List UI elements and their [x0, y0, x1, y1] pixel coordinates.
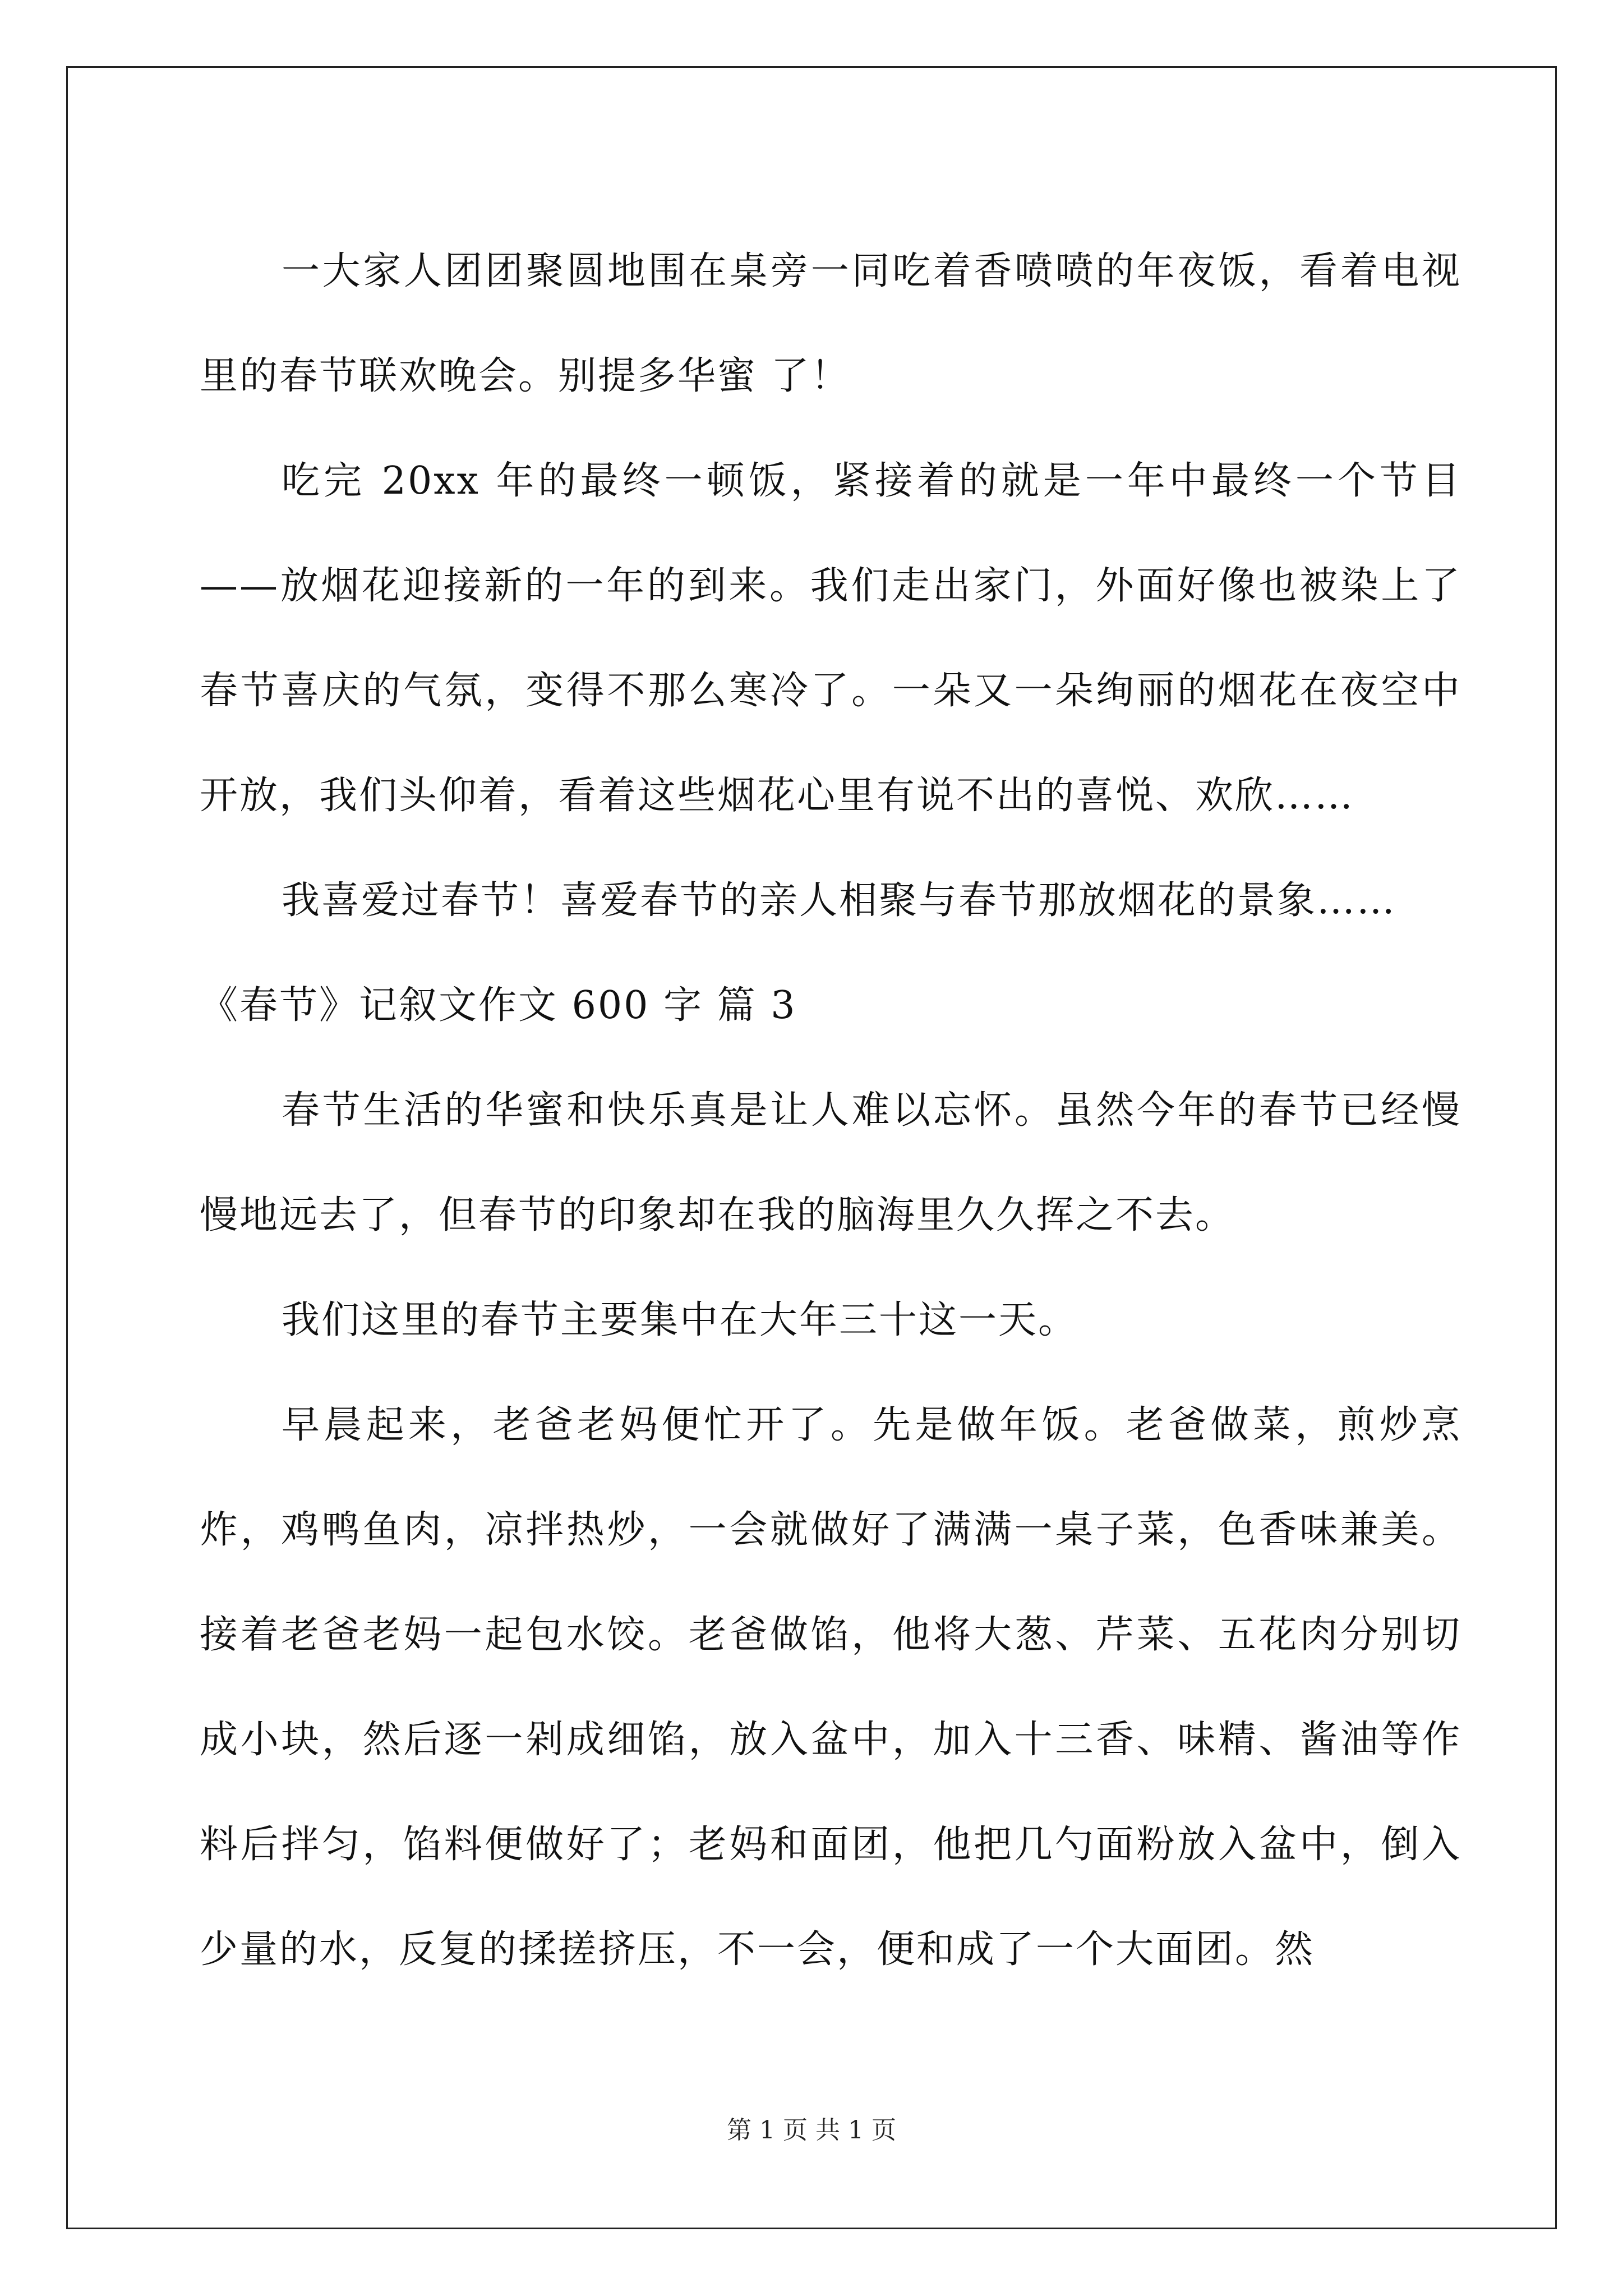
- paragraph-1: 一大家人团团聚圆地围在桌旁一同吃着香喷喷的年夜饭，看着电视里的春节联欢晚会。别提多华蜜 了！: [200, 249, 1461, 398]
- page-footer: 第 1 页 共 1 页: [727, 2116, 896, 2145]
- paragraph-6: 早晨起来，老爸老妈便忙开了。先是做年饭。老爸做菜，煎炒烹炸，鸡鸭鱼肉，凉拌热炒，一会就做好了满满一桌子菜，色香味兼美。接着老爸老妈一起包水饺。老爸做馅，他将大葱、芹菜、五花肉分别切成小块，然后逐一剁成细馅，放入盆中，加入十三香、味精、酱油等作料后拌匀，馅料便做好了；老妈和面团，他把几勺面粉放入盆中，倒入少量的水，反复的揉搓挤压，不一会，便和成了一个大面团。然: [200, 1403, 1461, 1972]
- section-heading: 《春节》记叙文作文 600 字 篇 3: [200, 983, 797, 1028]
- paragraph-3: 我喜爱过春节！喜爱春节的亲人相聚与春节那放烟花的景象……: [282, 878, 1397, 923]
- paragraph-4: 春节生活的华蜜和快乐真是让人难以忘怀。虽然今年的春节已经慢慢地远去了，但春节的印象却在我的脑海里久久挥之不去。: [200, 1088, 1461, 1237]
- paragraph-2: 吃完 20xx 年的最终一顿饭，紧接着的就是一年中最终一个节目——放烟花迎接新的一年的到来。我们走出家门，外面好像也被染上了春节喜庆的气氛，变得不那么寒冷了。一朵又一朵绚丽的烟花在夜空中开放，我们头仰着，看着这些烟花心里有说不出的喜悦、欢欣……: [200, 459, 1461, 818]
- paragraph-5: 我们这里的春节主要集中在大年三十这一天。: [282, 1298, 1078, 1342]
- document-body: [200, 219, 1461, 2002]
